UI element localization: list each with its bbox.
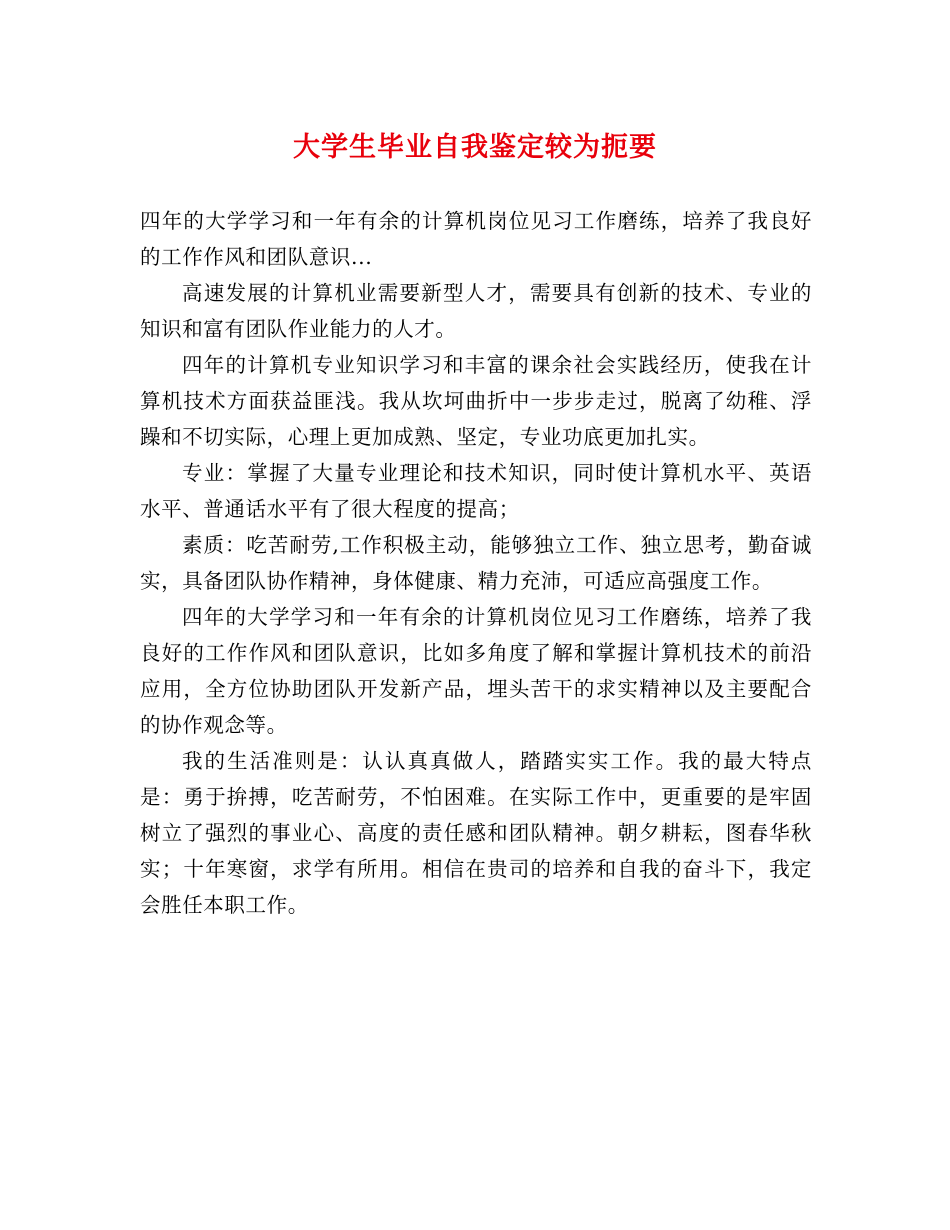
document-title: 大学生毕业自我鉴定较为扼要 [293,132,657,163]
paragraph-work-style: 四年的大学学习和一年有余的计算机岗位见习工作磨练，培养了我良好的工作作风和团队意识，比如多角度了解和掌握计算机技术的前沿应用，全方位协助团队开发新产品，埋头苦干的求实精神以及主要配合的协作观念等。 [140,605,812,737]
paragraph-intro: 四年的大学学习和一年有余的计算机岗位见习工作磨练，培养了我良好的工作作风和团队意识... [140,209,812,269]
paragraph-life-principle: 我的生活准则是：认认真真做人，踏踏实实工作。我的最大特点是：勇于拚搏，吃苦耐劳，不怕困难。在实际工作中，更重要的是牢固树立了强烈的事业心、高度的责任感和团队精神。朝夕耕耘，图春华秋实；十年寒窗，求学有所用。相信在贵司的培养和自我的奋斗下，我定会胜任本职工作。 [140,749,812,917]
paragraph-professional: 专业：掌握了大量专业理论和技术知识，同时使计算机水平、英语水平、普通话水平有了很大程度的提高； [140,461,812,521]
paragraph-quality: 素质：吃苦耐劳,工作积极主动，能够独立工作、独立思考，勤奋诚实，具备团队协作精神，身体健康、精力充沛，可适应高强度工作。 [140,533,812,593]
document-body [140,203,812,923]
paragraph-industry-needs: 高速发展的计算机业需要新型人才，需要具有创新的技术、专业的知识和富有团队作业能力的人才。 [140,281,812,341]
paragraph-study-experience: 四年的计算机专业知识学习和丰富的课余社会实践经历，使我在计算机技术方面获益匪浅。我从坎坷曲折中一步步走过，脱离了幼稚、浮躁和不切实际，心理上更加成熟、坚定，专业功底更加扎实。 [140,353,812,449]
